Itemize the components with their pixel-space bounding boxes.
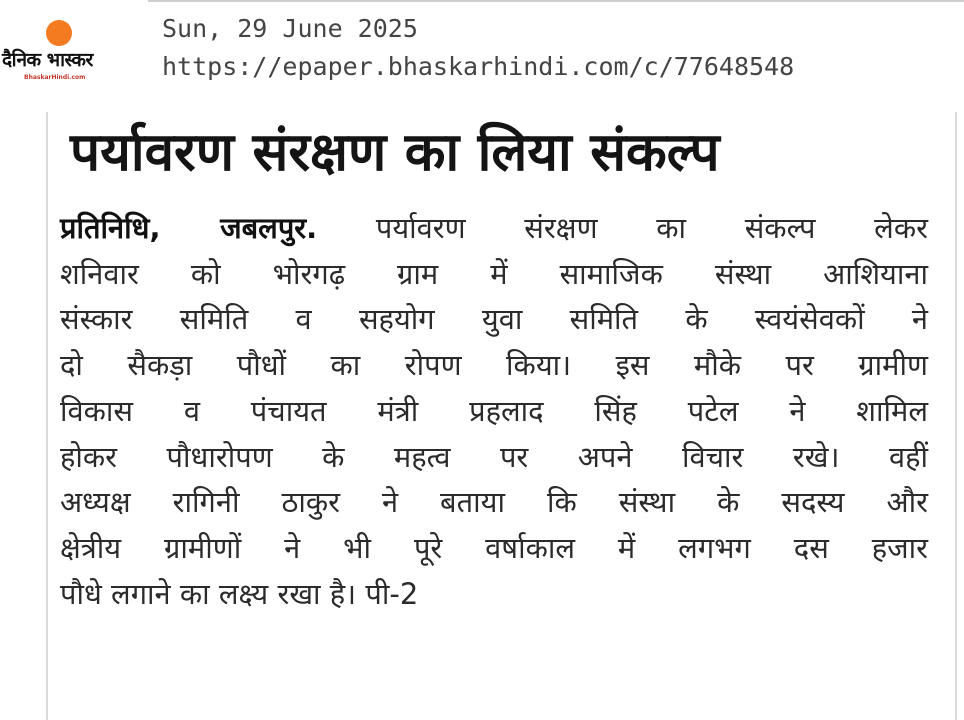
article-line: अध्यक्ष रागिनी ठाकुर ने बताया कि संस्था के सदस्य और	[60, 485, 928, 520]
clipping-header	[0, 0, 964, 95]
article-line: पौधे लगाने का लक्ष्य रखा है। पी-2	[60, 576, 419, 611]
clip-date: Sun, 29 June 2025	[162, 14, 418, 43]
article-line-text: पर्यावरण संरक्षण का संकल्प लेकर	[317, 211, 928, 245]
clipping-left-edge	[46, 112, 48, 720]
article-line: दो सैकड़ा पौधों का रोपण किया। इस मौके पर ग्रामीण	[60, 348, 928, 383]
article-line: विकास व पंचायत मंत्री प्रहलाद सिंह पटेल ने शामिल	[60, 393, 928, 428]
article-dateline: प्रतिनिधि, जबलपुर.	[60, 211, 318, 245]
article-headline: पर्यावरण संरक्षण का लिया संकल्प	[70, 122, 720, 183]
article-line: क्षेत्रीय ग्रामीणों ने भी पूरे वर्षाकाल में लगभग दस हजार	[60, 530, 928, 565]
article-line: संस्कार समिति व सहयोग युवा समिति के स्वयंसेवकों ने	[60, 302, 928, 337]
article-line: शनिवार को भोरगढ़ ग्राम में सामाजिक संस्था आशियाना	[60, 256, 928, 291]
newspaper-logo	[2, 14, 142, 90]
clipping-right-edge	[955, 112, 957, 720]
clip-url[interactable]: https://epaper.bhaskarhindi.com/c/77648548	[162, 52, 795, 81]
logo-name: दैनिक भास्कर	[2, 49, 93, 71]
logo-site: BhaskarHindi.com	[24, 74, 86, 81]
clip-meta	[162, 10, 794, 86]
article-line	[60, 206, 928, 252]
logo-sun-icon	[46, 20, 72, 46]
article-line: होकर पौधारोपण के महत्व पर अपने विचार रखे। वहीं	[60, 439, 928, 474]
article-body	[60, 206, 928, 617]
top-divider	[148, 0, 964, 2]
